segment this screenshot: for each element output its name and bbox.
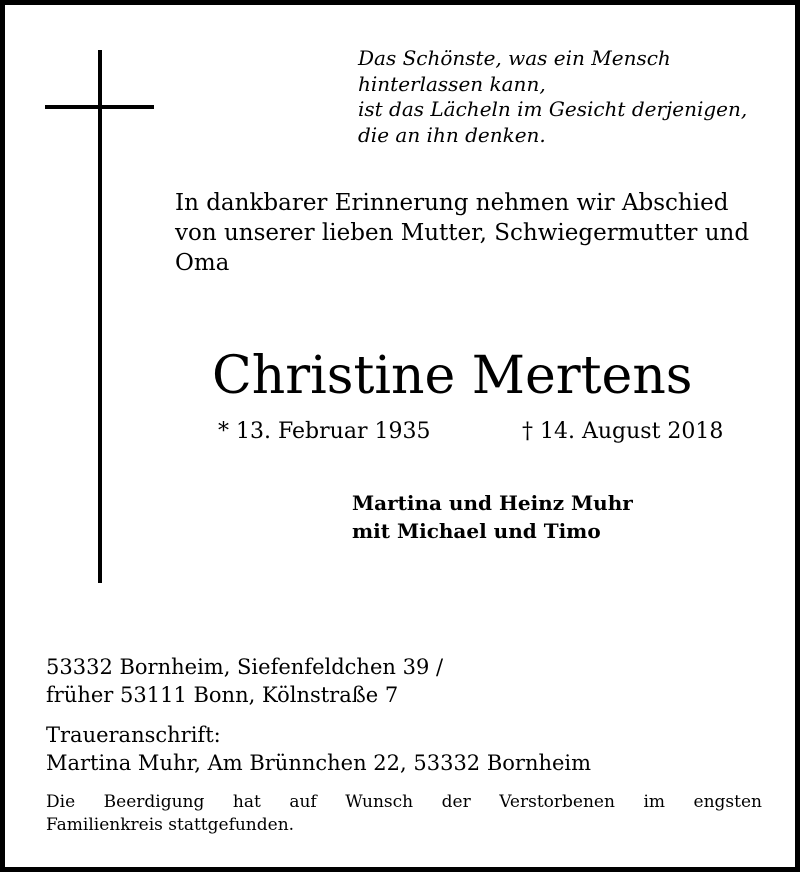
cross-icon-vertical-bar <box>98 50 102 583</box>
funeral-note <box>46 791 762 837</box>
family-line: Martina und Heinz Muhr <box>352 491 633 515</box>
memorial-quote <box>358 46 788 148</box>
funeral-note-line: Die Beerdigung hat auf Wunsch der Verstorbenen im engsten <box>46 792 762 812</box>
death-date: † 14. August 2018 <box>522 419 724 444</box>
cross-icon-horizontal-bar <box>45 105 154 109</box>
intro-line: Oma <box>175 250 230 276</box>
address-line: 53332 Bornheim, Siefenfeldchen 39 / <box>46 655 444 679</box>
funeral-note-line: Familienkreis stattgefunden. <box>46 815 295 835</box>
quote-line: Das Schönste, was ein Mensch <box>358 46 671 70</box>
family-line: mit Michael und Timo <box>352 519 601 543</box>
deceased-name: Christine Mertens <box>212 346 693 406</box>
quote-line: hinterlassen kann, <box>358 71 546 96</box>
mourning-address <box>46 721 591 777</box>
address-line: früher 53111 Bonn, Kölnstraße 7 <box>46 683 399 707</box>
intro-line: von unserer lieben Mutter, Schwiegermutter und <box>175 220 750 246</box>
birth-date: * 13. Februar 1935 <box>218 419 431 444</box>
family-signature <box>352 489 633 545</box>
intro-line: In dankbarer Erinnerung nehmen wir Abschied <box>175 190 729 216</box>
quote-line: die an ihn denken. <box>358 122 546 147</box>
mourning-address-label: Traueranschrift: <box>46 723 221 747</box>
intro-text <box>175 188 775 278</box>
residence-address <box>46 653 443 709</box>
mourning-address-value: Martina Muhr, Am Brünnchen 22, 53332 Bornheim <box>46 751 592 775</box>
quote-line: ist das Lächeln im Gesicht derjenigen, <box>358 97 748 121</box>
